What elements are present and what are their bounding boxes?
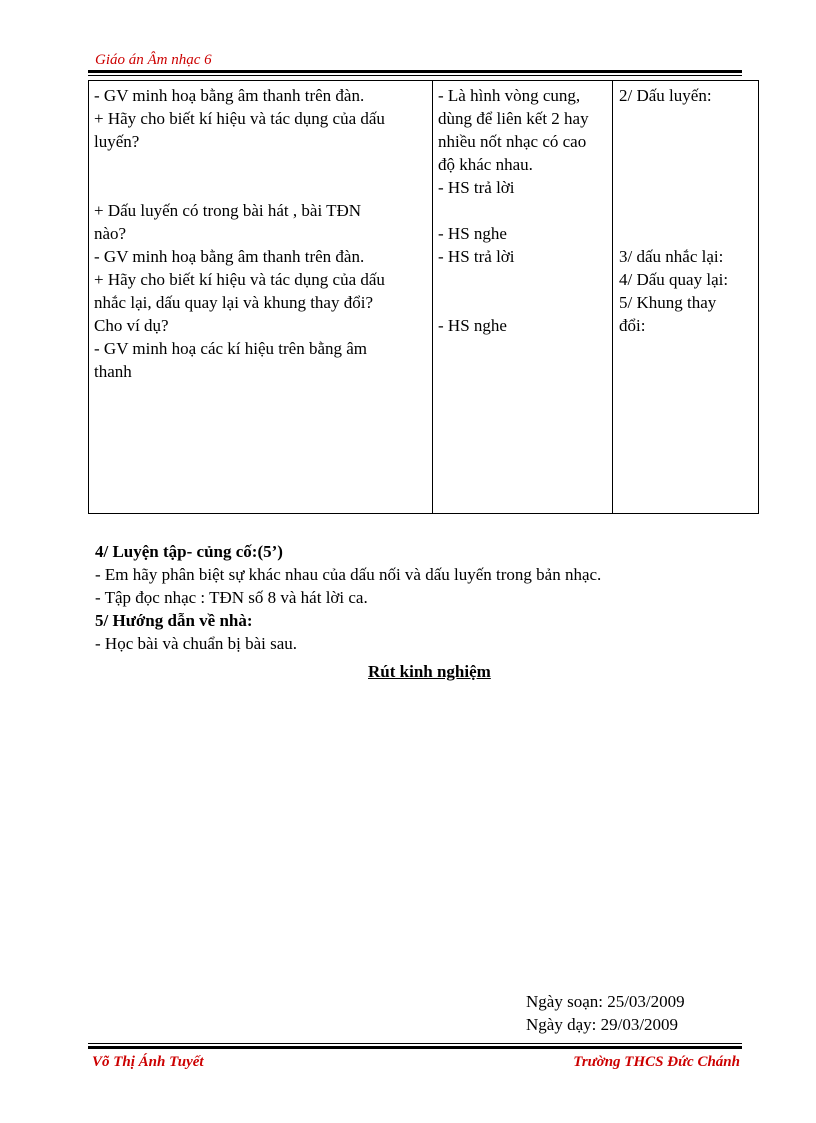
table-line: - Là hình vòng cung,: [438, 86, 581, 105]
teacher-activity-column: [89, 81, 433, 513]
table-line: - GV minh hoạ các kí hiệu trên bằng âm: [94, 339, 368, 358]
table-line: + Hãy cho biết kí hiệu và tác dụng của dấu: [94, 109, 385, 128]
practice-line: - Tập đọc nhạc : TĐN số 8 và hát lời ca.: [95, 588, 368, 607]
table-line: 3/ dấu nhắc lại:: [619, 247, 724, 266]
table-line: - GV minh hoạ bằng âm thanh trên đàn.: [94, 86, 365, 105]
table-line: + Dấu luyến có trong bài hát , bài TĐN: [94, 201, 362, 220]
practice-heading: 4/ Luyện tập- củng cố:(5’): [95, 542, 283, 561]
lesson-table: [88, 80, 759, 514]
table-line: nhắc lại, dấu quay lại và khung thay đổi?: [94, 293, 373, 312]
homework-line: - Học bài và chuẩn bị bài sau.: [95, 634, 298, 653]
practice-line: - Em hãy phân biệt sự khác nhau của dấu nối và dấu luyến trong bản nhạc.: [95, 565, 602, 584]
table-line: 5/ Khung thay: [619, 293, 717, 312]
table-line: Cho ví dụ?: [94, 316, 169, 335]
taught-date: Ngày dạy: 29/03/2009: [526, 1015, 679, 1034]
table-line: thanh: [94, 362, 132, 381]
content-column: [613, 81, 758, 513]
student-activity-column: [433, 81, 613, 513]
review-heading: Rút kinh nghiệm: [368, 662, 491, 681]
table-line: độ khác nhau.: [438, 155, 533, 174]
table-line: đổi:: [619, 316, 646, 335]
table-line: + Hãy cho biết kí hiệu và tác dụng của dấu: [94, 270, 385, 289]
header-rule-thin: [88, 75, 742, 76]
table-line: - HS trả lời: [438, 247, 515, 266]
table-line: nhiều nốt nhạc có cao: [438, 132, 587, 151]
table-line: - HS nghe: [438, 316, 507, 335]
header-title: Giáo án Âm nhạc 6: [95, 52, 212, 68]
table-line: - HS nghe: [438, 224, 507, 243]
table-line: - GV minh hoạ bằng âm thanh trên đàn.: [94, 247, 365, 266]
homework-heading: 5/ Hướng dẫn về nhà:: [95, 611, 253, 630]
table-line: 4/ Dấu quay lại:: [619, 270, 729, 289]
table-line: nào?: [94, 224, 127, 243]
table-line: dùng để liên kết 2 hay: [438, 109, 589, 128]
header-rule-thick: [88, 70, 742, 73]
table-line: 2/ Dấu luyến:: [619, 86, 712, 105]
footer-rule-thin: [88, 1043, 742, 1044]
footer-author: Võ Thị Ánh Tuyết: [92, 1054, 204, 1070]
table-line: luyến?: [94, 132, 140, 151]
footer-school: Trường THCS Đức Chánh: [573, 1054, 740, 1070]
table-line: - HS trả lời: [438, 178, 515, 197]
footer-rule-thick: [88, 1046, 742, 1049]
prepared-date: Ngày soạn: 25/03/2009: [526, 992, 685, 1011]
